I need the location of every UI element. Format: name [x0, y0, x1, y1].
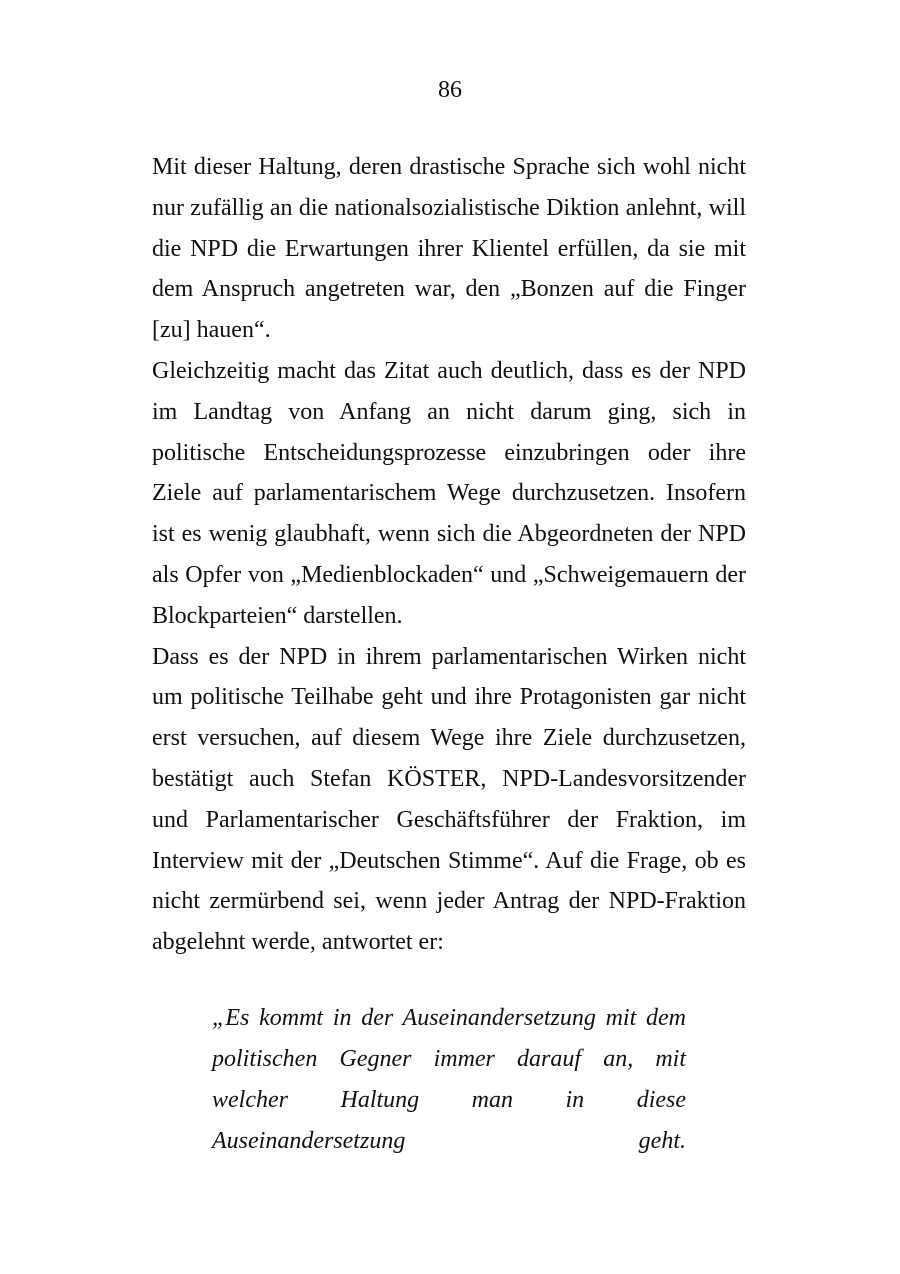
body-text: [152, 147, 746, 963]
page-number: 86: [438, 77, 462, 103]
block-quote: „Es kommt in der Auseinandersetzung mit dem politischen Gegner immer darauf an, mit welcher Haltung man in diese Auseinandersetzung geht.: [212, 1005, 686, 1154]
paragraph-1: Mit dieser Haltung, deren drastische Sprache sich wohl nicht nur zufällig an die nationalsozialistische Diktion anlehnt, will die NPD die Erwartungen ihrer Klientel erfüllen, da sie mit dem Anspruch angetreten war, den „Bonzen auf die Finger [zu] hauen“.: [152, 154, 746, 344]
paragraph-2: Gleichzeitig macht das Zitat auch deutlich, dass es der NPD im Landtag von Anfang an nicht darum ging, sich in politische Entscheidungsprozesse einzubringen oder ihre Ziele auf parlamentarischem Wege durchzusetzen. Insofern ist es wenig glaubhaft, wenn sich die Abgeordneten der NPD als Opfer von „Medienblockaden“ und „Schweigemauern der Blockparteien“ darstellen.: [152, 357, 746, 629]
paragraph-3: Dass es der NPD in ihrem parlamentarischen Wirken nicht um politische Teilhabe geht und ihre Protagonisten gar nicht erst versuchen, auf diesem Wege ihre Ziele durchzusetzen, bestätigt auch Stefan KÖSTER, NPD-Landesvorsitzender und Parlamentarischer Geschäftsführer der Fraktion, im Interview mit der „Deutschen Stimme“. Auf die Frage, ob es nicht zermürbend sei, wenn jeder Antrag der NPD-Fraktion abgelehnt werde, antwortet er:: [152, 643, 746, 956]
